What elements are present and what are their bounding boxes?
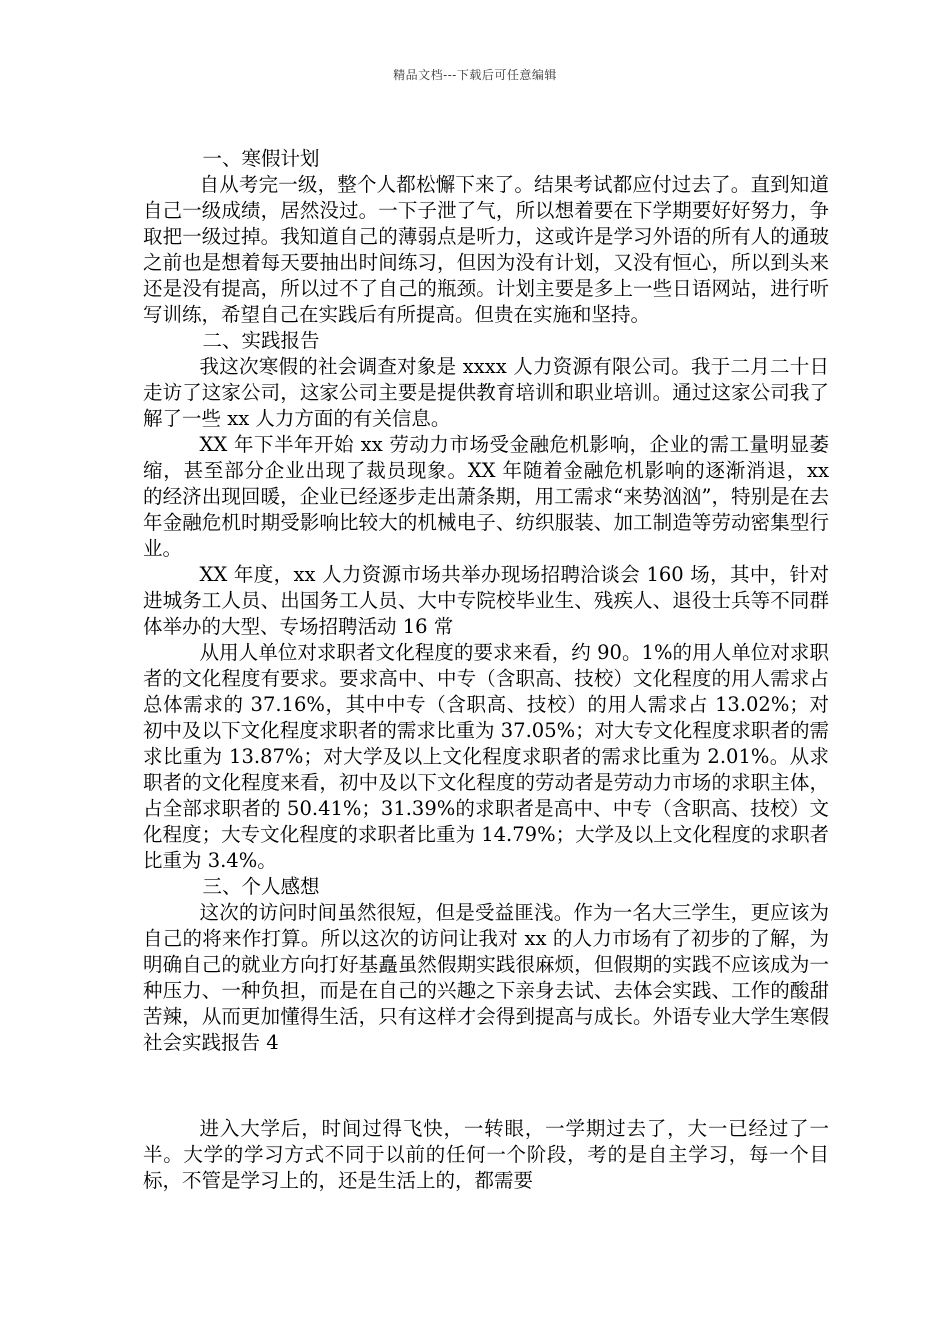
paragraph-gap [143,1056,829,1116]
page-watermark-header: 精品文档---下载后可任意编辑 [393,68,557,82]
paragraph-winter-plan: 自从考完一级，整个人都松懈下来了。结果考试都应付过去了。直到知道自己一级成绩，居然没过。一下子泄了气，所以想着要在下学期要好好努力，争取把一级过掉。我知道自己的薄弱点是听力，这或许是学习外语的所有人的通玻之前也是想着每天要抽出时间练习，但因为没有计划，又没有恒心，所以到头来还是没有提高，所以过不了自己的瓶颈。计划主要是多上一些日语网站，进行听写训练，希望自己在实践后有所提高。但贵在实施和坚持。 [143,173,829,326]
section-heading-winter-plan: 一、寒假计划 [202,147,320,170]
paragraph-labor-market: XX 年下半年开始 xx 劳动力市场受金融危机影响，企业的需工量明显萎缩，甚至部分企业出现了裁员现象。XX 年随着金融危机影响的逐渐消退，xx 的经济出现回暖，企业已经逐步走出萧条期，用工需求“来势汹汹”，特别是在去年金融危机时期受影响比较大的机械电子、纺织服装、加工制造等劳动密集型行业。 [143,433,829,560]
paragraph-job-fairs: XX 年度，xx 人力资源市场共举办现场招聘洽谈会 160 场，其中，针对进城务工人员、出国务工人员、大中专院校毕业生、残疾人、退役士兵等不同群体举办的大型、专场招聘活动 16 常 [143,563,829,638]
document-body [143,146,829,1194]
paragraph-university-life: 进入大学后，时间过得飞快，一转眼，一学期过去了，大一已经过了一半。大学的学习方式不同于以前的任何一个阶段，考的是自主学习，每一个目标，不管是学习上的，还是生活上的，都需要 [143,1117,829,1192]
paragraph-survey-target: 我这次寒假的社会调查对象是 xxxx 人力资源有限公司。我于二月二十日走访了这家公司，这家公司主要是提供教育培训和职业培训。通过这家公司我了解了一些 xx 人力方面的有关信息。 [143,355,829,430]
paragraph-personal-thoughts: 这次的访问时间虽然很短，但是受益匪浅。作为一名大三学生，更应该为自己的将来作打算。所以这次的访问让我对 xx 的人力市场有了初步的了解，为明确自己的就业方向打好基矗虽然假期实践很麻烦，但假期的实践不应该成为一种压力、一种负担，而是在自己的兴趣之下亲身去试、去体会实践、工作的酸甜苦辣，从而更加懂得生活，只有这样才会得到提高与成长。外语专业大学生寒假社会实践报告 4 [143,901,829,1054]
section-heading-personal-thoughts: 三、个人感想 [202,875,320,898]
paragraph-education-statistics: 从用人单位对求职者文化程度的要求来看，约 90。1%的用人单位对求职者的文化程度有要求。要求高中、中专（含职高、技校）文化程度的用人需求占总体需求的 37.16%，其中中专（含职高、技校）的用人需求占 13.02%；对初中及以下文化程度求职者的需求比重为 37.05%；对大专文化程度求职者的需求比重为 13.87%；对大学及以上文化程度求职者的需求比重为 2.01%。从求职者的文化程度来看，初中及以下文化程度的劳动者是劳动力市场的求职主体，占全部求职者的 50.41%；31.39%的求职者是高中、中专（含职高、技校）文化程度；大专文化程度的求职者比重为 14.79%；大学及以上文化程度的求职者比重为 3.4%。 [143,641,829,872]
section-heading-practice-report: 二、实践报告 [202,329,320,352]
